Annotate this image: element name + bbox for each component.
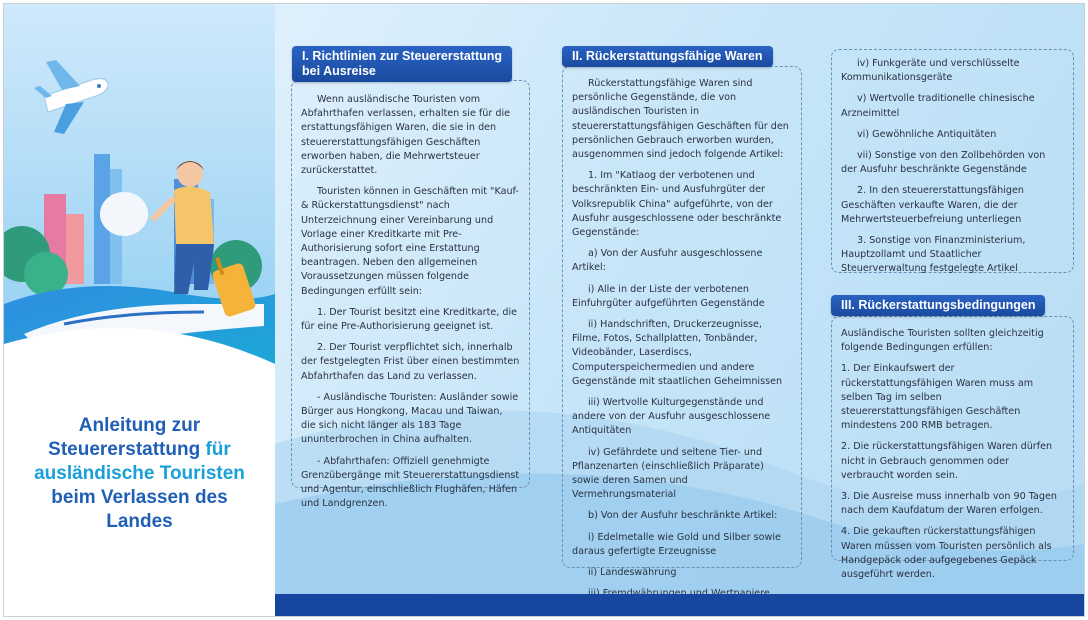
section-2-paragraph: Rückerstattungsfähige Waren sind persönliche Gegenstände, die von ausländischen Touristen in steuererstattungsfähigen Geschäften für den persönlichen Gebrauch erworben wurden, ausgenommen sind jedoch folgende Artikel: <box>572 78 789 161</box>
section-3-paragraph: 2. Die rückerstattungsfähigen Waren dürfen nicht in Gebrauch genommen oder verbraucht worden sein. <box>841 441 1053 481</box>
section-1-paragraph: Wenn ausländische Touristen vom Abfahrthafen verlassen, erhalten sie für die erstattungsfähigen Waren, die sie in den steuererstattungsfähigen Geschäften erworben haben, die Mehrwertsteuer zurückerstattet. <box>301 94 511 177</box>
cover-panel <box>4 4 275 616</box>
section-3-heading: III. Rückerstattungsbedingungen <box>831 295 1045 316</box>
section-1-paragraph: 2. Der Tourist verpflichtet sich, innerhalb der festgelegten Frist über einen bestimmten Abfahrthafen das Land zu verlassen. <box>301 342 520 382</box>
section-2-cont-paragraph: 3. Sonstige von Finanzministerium, Hauptzollamt und Staatlicher Steuerverwaltung festgelegte Artikel <box>841 235 1026 275</box>
content-area <box>275 4 1084 616</box>
cover-title <box>4 414 275 534</box>
cover-title-part-1: Anleitung zur Steuererstattung <box>48 415 201 460</box>
bottom-bar <box>275 594 1084 616</box>
cover-title-part-2: für ausländische Touristen <box>34 439 245 484</box>
section-3-paragraph: 1. Der Einkaufswert der rückerstattungsfähigen Waren muss am selben Tag im selben steuererstattungsfähigen Geschäften mindestens 200 RMB betragen. <box>841 363 1034 432</box>
section-2-cont-paragraph: v) Wertvolle traditionelle chinesische Arzneimittel <box>841 93 1035 119</box>
section-3-paragraph: 3. Die Ausreise muss innerhalb von 90 Tagen nach dem Kaufdatum der Waren erfolgen. <box>841 491 1057 517</box>
cover-illustration <box>4 4 275 384</box>
section-3-paragraph: 4. Die gekauften rückerstattungsfähigen Waren müssen vom Touristen persönlich als Handgepäck oder aufgegebenes Gepäck ausgeführt werden. <box>841 526 1052 581</box>
section-1-paragraph: - Ausländische Touristen: Ausländer sowie Bürger aus Hongkong, Macau und Taiwan, die sich nicht länger als 183 Tage ununterbrochen in China aufhalten. <box>301 391 519 446</box>
section-3-box <box>831 316 1074 581</box>
section-2-paragraph: i) Edelmetalle wie Gold und Silber sowie daraus gefertigte Erzeugnisse <box>572 531 781 557</box>
section-2-paragraph: 1. Im "Katlaog der verbotenen und beschränkten Ein- und Ausfuhrgüter der Volksrepublik China" aufgeführte, von der Ausfuhr ausgeschlossene oder beschränkte Gegenstände: <box>572 170 782 239</box>
section-2-heading: II. Rückerstattungsfähige Waren <box>562 46 773 67</box>
section-2-paragraph: ii) Landeswährung <box>588 567 677 579</box>
section-2-paragraph: iv) Gefährdete und seltene Tier- und Pflanzenarten (einschließlich Präparate) sowie deren Samen und Vermehrungsmaterial <box>572 446 764 501</box>
brochure-page <box>3 3 1085 617</box>
section-2-cont-paragraph: 2. In den steuererstattungsfähigen Geschäften verkaufte Waren, die der Mehrwertsteuerbefreiung unterliegen <box>841 185 1024 225</box>
section-1-heading: I. Richtlinien zur Steuererstattung bei Ausreise <box>292 46 512 82</box>
section-1-paragraph: 1. Der Tourist besitzt eine Kreditkarte, die für eine Pre-Authorisierung geeignet ist. <box>301 306 518 333</box>
section-2-box <box>562 66 802 579</box>
section-3-paragraph: Ausländische Touristen sollten gleichzeitig folgende Bedingungen erfüllen: <box>841 328 1044 354</box>
section-1-paragraph: Touristen können in Geschäften mit "Kauf- & Rückerstattungsdienst" nach Unterzeichnung einer Vereinbarung und Vorlage einer Kreditkarte mit Pre-Authorisierung sofort eine Erstattung beantragen. Neben den allgemeinen Voraussetzungen müssen folgende Bedingungen erfüllt sein: <box>301 186 519 297</box>
section-2-cont-paragraph: iv) Funkgeräte und verschlüsselte Kommunikationsgeräte <box>841 58 1020 84</box>
cover-title-part-3: beim Verlassen des Landes <box>51 487 228 532</box>
section-2-continued-box <box>831 49 1074 273</box>
section-2-paragraph: a) Von der Ausfuhr ausgeschlossene Artikel: <box>572 248 763 274</box>
section-1-box <box>291 80 530 510</box>
section-2-cont-paragraph: vi) Gewöhnliche Antiquitäten <box>857 128 997 140</box>
section-2-paragraph: i) Alle in der Liste der verbotenen Einfuhrgüter aufgeführten Gegenstände <box>572 283 765 309</box>
section-1-paragraph: - Abfahrthafen: Offiziell genehmigte Grenzübergänge mit Steuererstattungsdienst und Agentur, einschließlich Flughäfen, Häfen und Landgrenzen. <box>301 455 520 510</box>
section-2-paragraph: b) Von der Ausfuhr beschränkte Artikel: <box>588 510 778 522</box>
section-2-paragraph: iii) Wertvolle Kulturgegenstände und andere von der Ausfuhr ausgeschlossene Antiquitäten <box>572 397 771 437</box>
section-2-paragraph: ii) Handschriften, Druckerzeugnisse, Filme, Fotos, Schallplatten, Tonbänder, Videobänder, Laserdiscs, Computerspeichermedien und andere Gegenstände mit staatlichen Geheimnissen <box>572 319 783 387</box>
section-2-cont-paragraph: vii) Sonstige von den Zollbehörden von der Ausfuhr beschränkte Gegenstände <box>841 150 1046 176</box>
